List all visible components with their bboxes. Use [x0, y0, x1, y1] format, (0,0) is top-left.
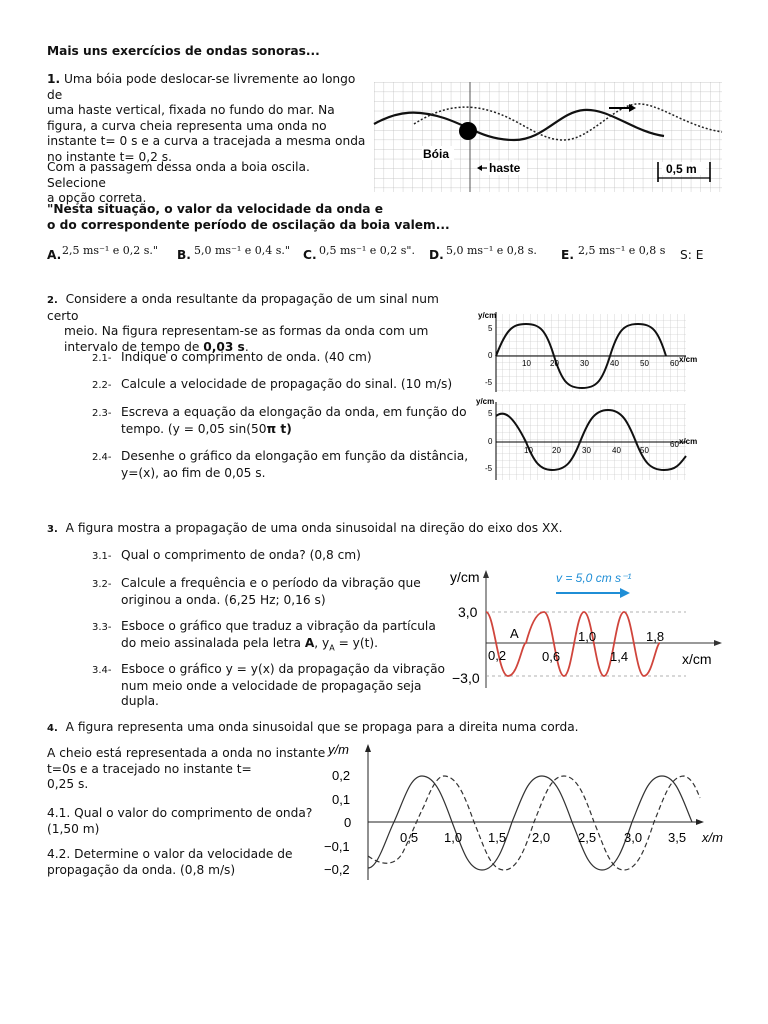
q2-line-3: intervalo de tempo de — [64, 339, 204, 354]
q3-item-3-sub: A — [329, 642, 335, 652]
q2-item-3 — [92, 405, 467, 437]
option-c-value: 0,5 ms⁻¹ e 0,2 s". — [319, 244, 415, 257]
q4-x-arrow-icon — [696, 819, 704, 825]
q4-xtick-1-0: 1,0 — [444, 830, 463, 845]
q2-bottom-ylabel: y/cm — [476, 397, 495, 406]
q2-bottom-xtick-60: 60 — [670, 440, 679, 449]
q2-item-1 — [92, 350, 372, 367]
q4-ytick-0-1: 0,1 — [332, 792, 351, 807]
q4-xtick-2-0: 2,0 — [532, 830, 551, 845]
q1-boia-buoy — [459, 122, 477, 140]
q1-line-5: no instante t= 0,2 s. — [47, 149, 172, 164]
q2-top-xtick-10: 10 — [522, 359, 531, 368]
q3-xtick-0-6: 0,6 — [542, 649, 561, 664]
q3-velocity-label: v = 5,0 cm s⁻¹ — [556, 571, 632, 585]
q4-line-1: A figura representa uma onda sinusoidal que se propaga para a direita numa corda. — [65, 720, 579, 734]
q4-q41-line-1: 4.1. Qual o valor do comprimento de onda? — [47, 806, 313, 820]
q4-figure — [320, 738, 730, 888]
q3-line-1: A figura mostra a propagação de uma onda sinusoidal na direção do eixo dos XX. — [65, 521, 563, 535]
q2-top-ytick-5: 5 — [488, 324, 493, 333]
q2-line-2: meio. Na figura representam-se as formas da onda com um — [64, 324, 429, 338]
q1-text2-line-2: a opção correta. — [47, 191, 147, 205]
q1-scale-label: 0,5 m — [666, 162, 697, 176]
q4-number: 4. — [47, 723, 58, 734]
q4-text2-line-2: t=0s e a tracejado no instante t= — [47, 761, 252, 776]
q2-top-ytick-0: 0 — [488, 351, 493, 360]
option-e-letter: E. — [561, 248, 574, 262]
q2-interval: 0,03 s — [203, 339, 245, 354]
q2-bottom-xtick-30: 30 — [582, 446, 591, 455]
q4-q42-line-2: propagação da onda. (0,8 m/s) — [47, 862, 236, 877]
q4-ytick-0-2: 0,2 — [332, 768, 351, 783]
q4-ylabel: y/m — [328, 742, 349, 757]
q3-ytick-3: 3,0 — [458, 604, 478, 620]
q4-xtick-3-0: 3,0 — [624, 830, 643, 845]
q4-dashed-wave — [368, 776, 700, 870]
q1-quote-line-2: o do correspondente período de oscilação da boia valem... — [47, 217, 450, 232]
q2-top-xtick-30: 30 — [580, 359, 589, 368]
q3-wave — [486, 612, 660, 676]
q3-ytick-minus3: −3,0 — [452, 670, 480, 686]
option-c-letter: C. — [303, 248, 317, 262]
option-d-letter: D. — [429, 248, 444, 262]
q1-answer: S: E — [680, 248, 704, 262]
q3-item-4-line-2: num meio onde a velocidade de propagação seja — [121, 678, 422, 693]
q2-item-1-num: 2.1- — [92, 353, 112, 364]
q1-quote — [47, 202, 450, 233]
q3-text — [47, 521, 563, 538]
q3-xlabel: x/cm — [682, 651, 712, 667]
q3-item-4-line-1: Esboce o gráfico y = y(x) da propagação da vibração — [121, 662, 445, 676]
q4-xtick-1-5: 1,5 — [488, 830, 507, 845]
q2-number: 2. — [47, 295, 58, 306]
q3-item-1-num: 3.1- — [92, 551, 112, 562]
q4-xtick-0-5: 0,5 — [400, 830, 419, 845]
q2-bottom-ytick-0: 0 — [488, 437, 493, 446]
q3-number: 3. — [47, 524, 58, 535]
q2-grid-top — [496, 314, 686, 392]
q3-point-a: A — [510, 626, 519, 641]
q1-wave-figure — [374, 82, 722, 192]
q2-item-2 — [92, 377, 452, 394]
q3-xtick-1-0: 1,0 — [578, 629, 597, 644]
q4-text2-line-1: A cheio está representada a onda no instante — [47, 746, 326, 760]
q2-top-ytick-minus5: -5 — [485, 378, 493, 387]
q2-item-3-line-1: Escreva a equação da elongação da onda, em função do — [121, 405, 467, 419]
q4-question-2 — [47, 847, 327, 878]
q3-xtick-0-2: 0,2 — [488, 648, 507, 663]
q4-text-2 — [47, 746, 327, 793]
q3-item-2-line-2: originou a onda. (6,25 Hz; 0,16 s) — [121, 592, 326, 607]
q4-ytick-minus-0-1: −0,1 — [324, 839, 350, 854]
q2-text — [47, 292, 467, 355]
q1-line-3: figura, a curva cheia representa uma onda no — [47, 118, 327, 133]
q1-line-4: instante t= 0 s e a curva a tracejada a mesma onda — [47, 134, 366, 148]
q3-item-3-line-1: Esboce o gráfico que traduz a vibração da partícula — [121, 619, 436, 633]
q4-question-1 — [47, 806, 327, 837]
q1-line-1: Uma bóia pode deslocar-se livremente ao longo de — [47, 72, 356, 102]
q2-bottom-xtick-10: 10 — [524, 446, 533, 455]
q2-top-xtick-60: 60 — [670, 359, 679, 368]
q4-ytick-minus-0-2: −0,2 — [324, 862, 350, 877]
q2-item-1-line-1: Indique o comprimento de onda. (40 cm) — [121, 350, 372, 364]
q3-item-3-line-2: do meio assinalada pela letra — [121, 635, 305, 650]
q1-text-2 — [47, 160, 367, 207]
option-a-letter: A. — [47, 248, 62, 262]
q3-item-3-tail: = y(t). — [334, 635, 379, 650]
q4-ytick-0: 0 — [344, 815, 352, 830]
q2-bottom-xtick-40: 40 — [612, 446, 621, 455]
q2-item-2-line-1: Calcule a velocidade de propagação do sinal. (10 m/s) — [121, 377, 453, 391]
q4-text2-line-3: 0,25 s. — [47, 777, 89, 791]
q3-item-2-line-1: Calcule a frequência e o período da vibração que — [121, 576, 421, 590]
q1-line-2: uma haste vertical, fixada no fundo do mar. Na — [47, 103, 335, 117]
q1-number: 1. — [47, 72, 61, 86]
option-b-value: 5,0 ms⁻¹ e 0,4 s." — [194, 244, 290, 257]
q1-quote-line-1: "Nesta situação, o valor da velocidade da onda e — [47, 202, 384, 216]
q2-bottom-ytick-minus5: -5 — [485, 464, 493, 473]
q3-y-arrow-icon — [483, 570, 489, 578]
q2-item-4-num: 2.4- — [92, 452, 112, 463]
q4-xtick-2-5: 2,5 — [578, 830, 597, 845]
q4-y-arrow-icon — [365, 744, 371, 752]
q2-item-3-line-2: tempo. (y = 0,05 sin(50 — [121, 421, 267, 436]
q2-item-4 — [92, 449, 468, 481]
q3-item-2 — [92, 576, 421, 608]
q3-xtick-1-8: 1,8 — [646, 629, 665, 644]
q1-haste-label: haste — [489, 161, 521, 175]
q3-ylabel: y/cm — [450, 569, 480, 585]
q1-boia-label: Bóia — [423, 147, 450, 161]
q2-item-3-num: 2.3- — [92, 408, 112, 419]
q3-item-1-line-1: Qual o comprimento de onda? (0,8 cm) — [121, 548, 361, 562]
q3-x-arrow-icon — [714, 640, 722, 646]
q2-top-xtick-40: 40 — [610, 359, 619, 368]
q3-xtick-1-4: 1,4 — [610, 649, 629, 664]
q2-bottom-xtick-20: 20 — [552, 446, 561, 455]
option-d-value: 5,0 ms⁻¹ e 0,8 s. — [446, 244, 537, 257]
q3-item-3-end: , y — [314, 635, 330, 650]
q2-figure — [474, 306, 698, 484]
q3-item-4 — [92, 662, 445, 710]
q3-figure — [446, 560, 730, 692]
q1-text2-line-1: Com a passagem dessa onda a boia oscila. Selecione — [47, 160, 310, 190]
q1-text — [47, 72, 367, 165]
q4-xlabel: x/m — [702, 830, 723, 845]
q2-bottom-ytick-5: 5 — [488, 409, 493, 418]
q2-period: . — [244, 339, 249, 354]
q3-velocity-arrow-head-icon — [620, 588, 630, 598]
q2-line-1: Considere a onda resultante da propagação de um sinal num certo — [47, 292, 439, 323]
q2-top-xtick-50: 50 — [640, 359, 649, 368]
q2-top-ylabel: y/cm — [478, 311, 497, 320]
q4-xtick-3-5: 3,5 — [668, 830, 687, 845]
q2-item-4-line-1: Desenhe o gráfico da elongação em função da distância, — [121, 449, 469, 463]
q2-bottom-xlabel: x/cm — [679, 437, 698, 446]
q2-bottom-xtick-50: 50 — [640, 446, 649, 455]
q2-item-3-bold: π t) — [266, 421, 292, 436]
q2-top-xtick-20: 20 — [550, 359, 559, 368]
option-e-value: 2,5 ms⁻¹ e 0,8 s — [578, 244, 666, 257]
q3-item-4-line-3: dupla. — [121, 694, 159, 708]
q3-item-2-num: 3.2- — [92, 579, 112, 590]
page-title: Mais uns exercícios de ondas sonoras... — [47, 44, 320, 58]
q2-item-4-line-2: y=(x), ao fim de 0,05 s. — [121, 465, 266, 480]
option-b-letter: B. — [177, 248, 191, 262]
q4-text — [47, 720, 579, 737]
q3-item-3-num: 3.3- — [92, 622, 112, 633]
q4-q41-line-2: (1,50 m) — [47, 821, 100, 836]
q2-top-xlabel: x/cm — [679, 355, 698, 364]
q3-item-3 — [92, 619, 436, 655]
q3-item-1 — [92, 548, 361, 565]
option-a-value: 2,5 ms⁻¹ e 0,2 s." — [62, 244, 158, 257]
q3-item-3-bold: A — [304, 635, 315, 650]
q3-item-4-num: 3.4- — [92, 665, 112, 676]
q2-item-2-num: 2.2- — [92, 380, 112, 391]
q4-q42-line-1: 4.2. Determine o valor da velocidade de — [47, 847, 293, 861]
